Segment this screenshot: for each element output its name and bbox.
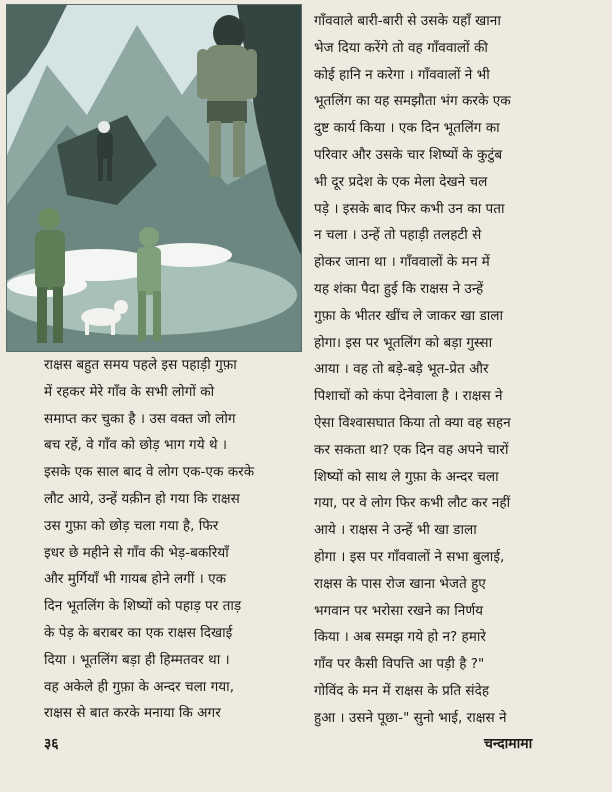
text-line: राक्षस से बात करके मनाया कि अगर: [44, 705, 221, 722]
giant-in-mountains-illustration: [7, 5, 301, 351]
story-illustration: [6, 4, 302, 352]
text-line: पिशाचों को कंपा देनेवाला है । राक्षस ने: [314, 388, 503, 405]
text-line: वह अकेले ही गुफ़ा के अन्दर चला गया,: [44, 678, 235, 695]
text-line: ऐसा विश्वासघात किया तो क्या वह सहन: [314, 414, 511, 431]
text-line: भूतलिंग का यह समझौता भंग करके एक: [314, 93, 511, 110]
magazine-name: चन्दामामा: [484, 736, 533, 752]
text-line: गाँववाले बारी-बारी से उसके यहाँ खाना: [314, 13, 501, 29]
text-line: राक्षस बहुत समय पहले इस पहाड़ी गुफ़ा: [44, 357, 237, 373]
text-line: होगा । इस पर गाँववालों ने सभा बुलाई,: [314, 548, 505, 565]
text-line: दुष्ट कार्य किया । एक दिन भूतलिंग का: [314, 120, 500, 137]
text-line: गाँव पर कैसी विपत्ति आ पड़ी है ?": [314, 656, 485, 673]
text-line: कोई हानि न करेगा । गाँववालों ने भी: [314, 66, 490, 83]
text-line: इधर छे महीने से गाँव की भेड़-बकरियाँ: [44, 544, 229, 561]
text-line: और मुर्गियाँ भी गायब होने लगीं । एक: [44, 571, 227, 588]
text-line: परिवार और उसके चार शिष्यों के कुटुंब: [314, 146, 503, 163]
text-line: समाप्त कर चुका है । उस वक्त जो लोग: [44, 410, 236, 427]
text-line: में रहकर मेरे गाँव के सभी लोगों को: [44, 383, 215, 400]
text-line: इसके एक साल बाद वे लोग एक-एक करके: [44, 464, 255, 481]
text-line: गोविंद के मन में राक्षस के प्रति संदेह: [314, 682, 490, 699]
text-line: होगा। इस पर भूतलिंग को बड़ा गुस्सा: [314, 334, 493, 351]
text-line: भेज दिया करेंगे तो वह गाँववालों की: [314, 39, 488, 56]
text-line: आये । राक्षस ने उन्हें भी खा डाला: [314, 522, 477, 539]
text-line: भगवान पर भरोसा रखने का निर्णय: [314, 602, 484, 619]
text-line: राक्षस के पास रोज खाना भेजते हुए: [314, 575, 486, 592]
text-line: यह शंका पैदा हुई कि राक्षस ने उन्हें: [314, 280, 484, 297]
text-line: गया, पर वे लोग फिर कभी लौट कर नहीं: [314, 495, 511, 512]
text-line: दिया । भूतलिंग बड़ा ही हिम्मतवर था ।: [44, 651, 230, 668]
left-text-column: [44, 352, 302, 727]
text-line: पड़े । इसके बाद फिर कभी उन का पता: [314, 200, 505, 217]
text-line: के पेड़ के बराबर का एक राक्षस दिखाई: [44, 624, 233, 641]
text-line: बच रहें, वे गाँव को छोड़ भाग गये थे ।: [44, 437, 228, 454]
text-line: कर सकता था? एक दिन वह अपने चारों: [314, 441, 509, 458]
text-line: शिष्यों को साथ ले गुफ़ा के अन्दर चला: [314, 468, 499, 485]
text-line: आया । वह तो बड़े-बड़े भूत-प्रेत और: [314, 361, 489, 378]
right-text-column: [314, 8, 600, 732]
text-line: गुफ़ा के भीतर खींच ले जाकर खा डाला: [314, 307, 503, 324]
text-line: उस गुफ़ा को छोड़ चला गया है, फिर: [44, 517, 219, 534]
text-line: भी दूर प्रदेश के एक मेला देखने चल: [314, 173, 488, 190]
page-number: ३६: [44, 736, 59, 752]
text-line: होकर जाना था । गाँववालों के मन में: [314, 254, 490, 271]
text-line: लौट आये, उन्हें यक़ीन हो गया कि राक्षस: [44, 490, 240, 507]
text-line: दिन भूतलिंग के शिष्यों को पहाड़ पर ताड़: [44, 598, 242, 615]
text-line: न चला । उन्हें तो पहाड़ी तलहटी से: [314, 227, 482, 244]
text-line: हुआ । उसने पूछा-" सुनो भाई, राक्षस ने: [314, 709, 507, 726]
text-line: किया । अब समझ गये हो न? हमारे: [314, 629, 486, 646]
